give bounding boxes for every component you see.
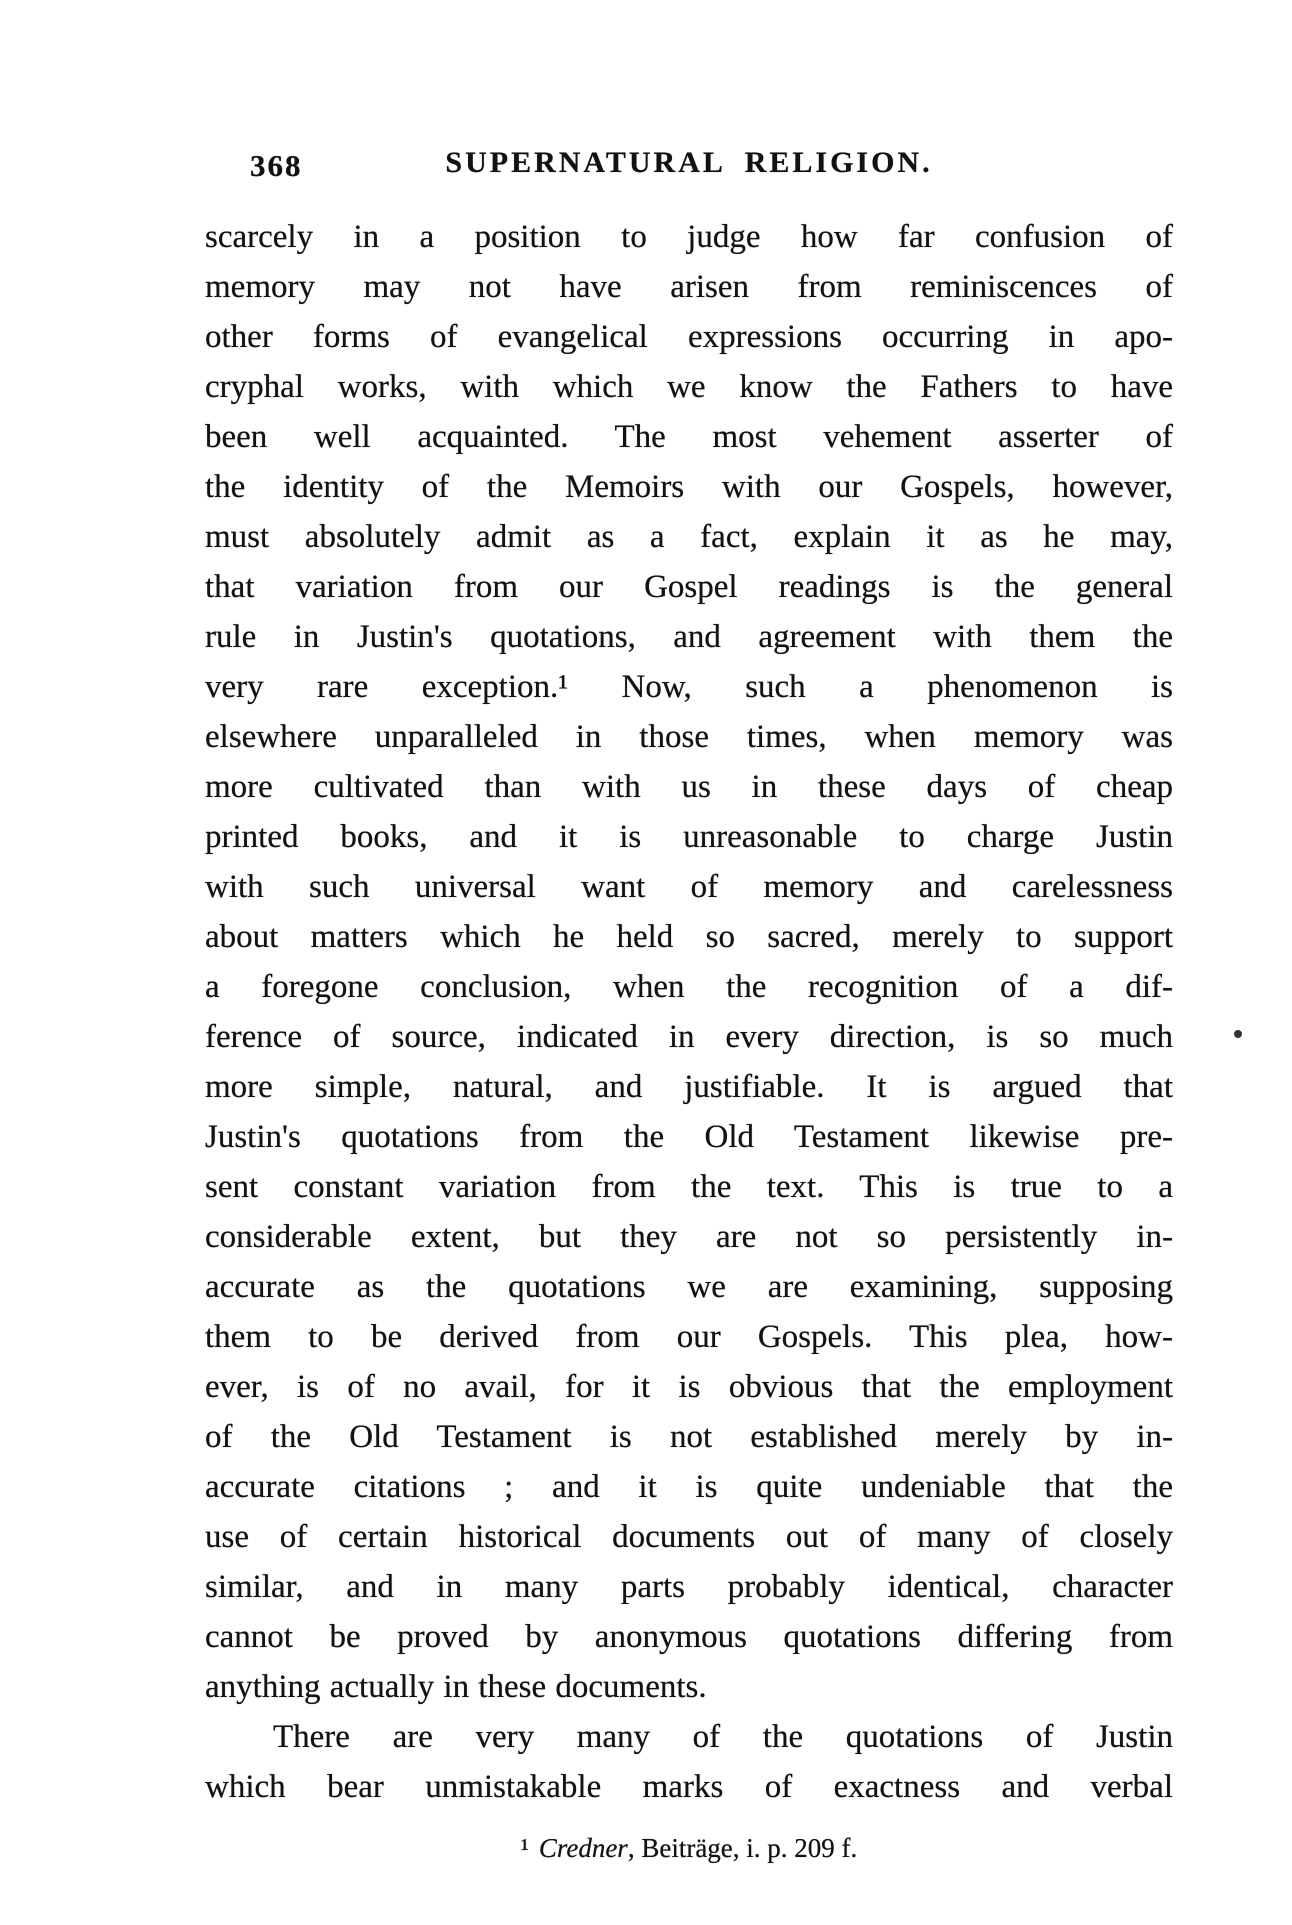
text-line: must absolutely admit as a fact, explain it as he may,: [205, 519, 1173, 555]
text-line: about matters which he held so sacred, merely to support: [205, 919, 1173, 955]
text-line: of the Old Testament is not established merely by in-: [205, 1419, 1173, 1455]
footnote-marker: ¹: [520, 1833, 529, 1863]
text-line: printed books, and it is unreasonable to charge Justin: [205, 819, 1173, 855]
footnote-reference: , Beiträge, i. p. 209 f.: [627, 1833, 858, 1863]
text-line: ever, is of no avail, for it is obvious that the employment: [205, 1369, 1173, 1405]
page-number: 368: [250, 148, 303, 183]
footnote: [205, 1830, 1173, 1866]
text-line: similar, and in many parts probably identical, character: [205, 1569, 1173, 1605]
text-line: Justin's quotations from the Old Testament likewise pre-: [205, 1119, 1173, 1155]
text-line: very rare exception.¹ Now, such a phenomenon is: [205, 669, 1173, 705]
running-head: [205, 146, 1173, 186]
text-line: the identity of the Memoirs with our Gospels, however,: [205, 469, 1173, 505]
ink-speck: [1234, 1030, 1242, 1038]
page-title: SUPERNATURAL RELIGION.: [445, 146, 933, 179]
text-line: them to be derived from our Gospels. This plea, how-: [205, 1319, 1173, 1355]
text-line: anything actually in these documents.: [205, 1669, 707, 1705]
text-line: rule in Justin's quotations, and agreement with them the: [205, 619, 1173, 655]
text-line: with such universal want of memory and carelessness: [205, 869, 1173, 905]
text-line: which bear unmistakable marks of exactness and verbal: [205, 1769, 1173, 1805]
text-line: cryphal works, with which we know the Fathers to have: [205, 369, 1173, 405]
text-line: considerable extent, but they are not so persistently in-: [205, 1219, 1173, 1255]
text-line: sent constant variation from the text. This is true to a: [205, 1169, 1173, 1205]
text-line: elsewhere unparalleled in those times, when memory was: [205, 719, 1173, 755]
text-line: accurate as the quotations we are examining, supposing: [205, 1269, 1173, 1305]
text-line: use of certain historical documents out of many of closely: [205, 1519, 1173, 1555]
text-line: other forms of evangelical expressions occurring in apo-: [205, 319, 1173, 355]
footnote-author: Credner: [538, 1833, 628, 1863]
text-line: scarcely in a position to judge how far confusion of: [205, 219, 1173, 255]
body-text: [205, 212, 1173, 1812]
text-line: been well acquainted. The most vehement asserter of: [205, 419, 1173, 455]
text-line: cannot be proved by anonymous quotations differing from: [205, 1619, 1173, 1655]
text-line: a foregone conclusion, when the recognition of a dif-: [205, 969, 1173, 1005]
text-line: that variation from our Gospel readings is the general: [205, 569, 1173, 605]
text-line: more cultivated than with us in these days of cheap: [205, 769, 1173, 805]
text-line: memory may not have arisen from reminiscences of: [205, 269, 1173, 305]
text-line: more simple, natural, and justifiable. It is argued that: [205, 1069, 1173, 1105]
text-line: ference of source, indicated in every direction, is so much: [205, 1019, 1173, 1055]
text-line: There are very many of the quotations of Justin: [273, 1719, 1173, 1755]
text-line: accurate citations ; and it is quite undeniable that the: [205, 1469, 1173, 1505]
